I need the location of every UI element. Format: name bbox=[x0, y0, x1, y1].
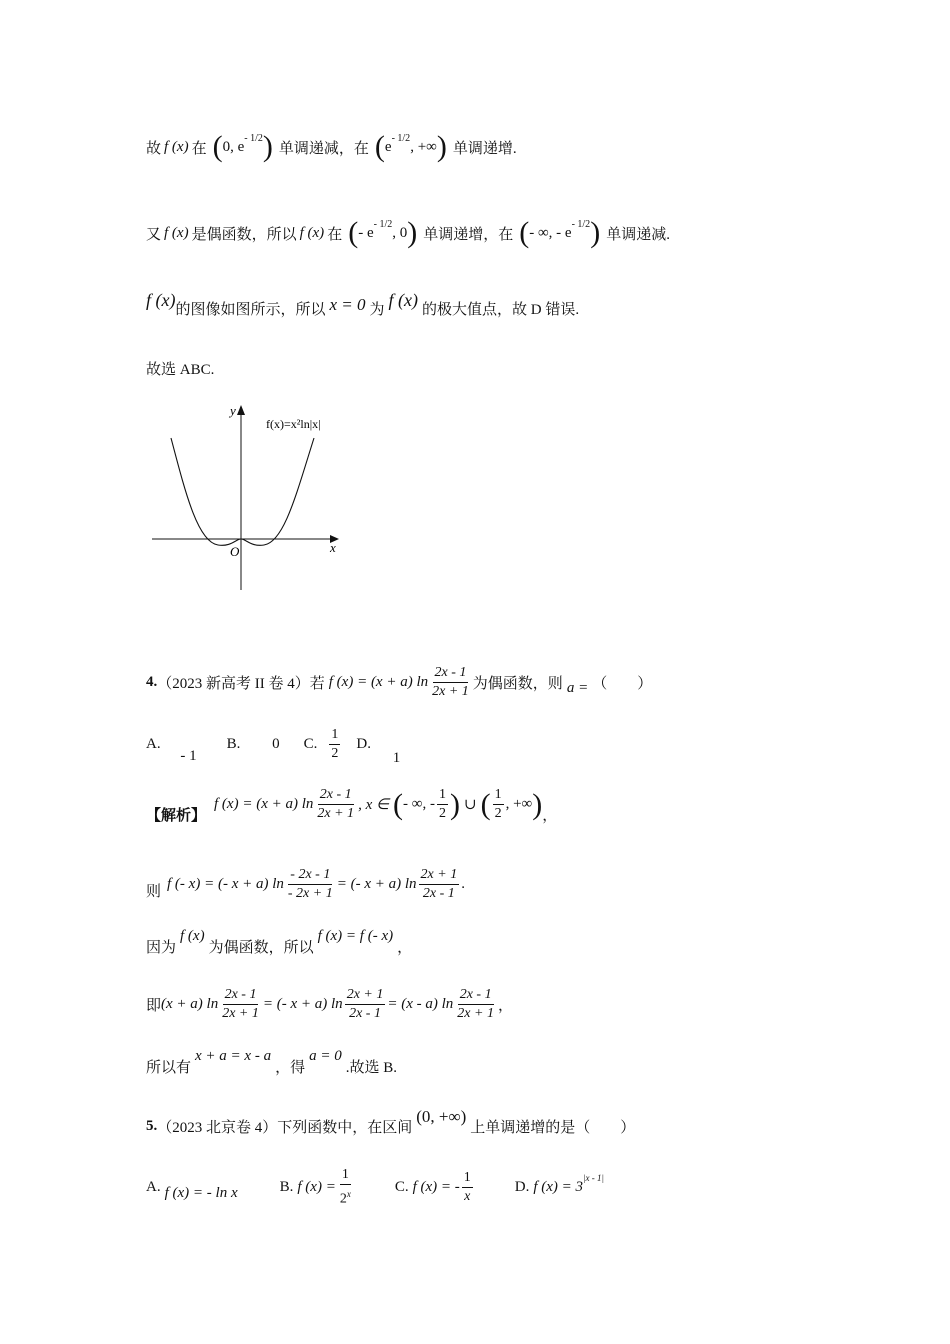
option-value: 0 bbox=[272, 736, 280, 752]
math: - ∞, - bbox=[403, 796, 435, 812]
para-graph-desc bbox=[146, 290, 580, 319]
option-d[interactable] bbox=[514, 1173, 604, 1196]
denominator: 2 bbox=[331, 746, 339, 761]
math: a = 0 bbox=[309, 1048, 342, 1064]
fraction bbox=[419, 866, 460, 903]
question-number: 5. bbox=[146, 1118, 158, 1134]
denominator: 2 bbox=[438, 806, 446, 821]
math: = (- x + a) ln bbox=[262, 996, 343, 1012]
text: 单调递减，在 bbox=[278, 140, 369, 157]
math-fx: f (x) bbox=[164, 224, 189, 241]
option-label: B. bbox=[279, 1178, 294, 1195]
fraction bbox=[329, 726, 340, 763]
origin-label: O bbox=[230, 544, 240, 559]
options-q5 bbox=[146, 1166, 604, 1209]
option-a[interactable] bbox=[146, 1178, 238, 1201]
numerator: 2x - 1 bbox=[458, 986, 494, 1005]
interval-2: - ∞, - e bbox=[529, 224, 572, 241]
text: 故 bbox=[146, 140, 162, 157]
text: 是偶函数，所以 bbox=[191, 226, 297, 243]
math-fx: f (x) bbox=[388, 290, 419, 310]
text: ， bbox=[542, 808, 558, 824]
text: 单调递增，在 bbox=[423, 226, 514, 243]
text: 又 bbox=[146, 226, 162, 243]
x-label: x bbox=[330, 540, 336, 555]
exponent: |x - 1| bbox=[583, 1173, 604, 1184]
function-graph bbox=[146, 400, 356, 595]
solution-tag: 【解析】 bbox=[146, 808, 207, 824]
text: 所以有 bbox=[146, 1060, 192, 1076]
exponent: x bbox=[346, 1189, 351, 1199]
option-label: D. bbox=[514, 1178, 530, 1195]
answer-blank: （ ） bbox=[592, 676, 653, 692]
math-interval: (0, +∞) bbox=[416, 1106, 467, 1126]
denominator: 2x + 1 bbox=[457, 1006, 494, 1021]
interval-2-end: , +∞ bbox=[410, 138, 437, 155]
exponent: - 1/2 bbox=[571, 218, 591, 230]
denominator: 2x + 1 bbox=[317, 806, 355, 821]
text: 的图像如图所示，所以 bbox=[175, 302, 326, 318]
option-value: 1 bbox=[392, 750, 401, 766]
denominator: 2x - 1 bbox=[349, 1006, 381, 1021]
option-b[interactable] bbox=[227, 736, 280, 753]
question-source: （2023 新高考 II 卷 4）若 bbox=[157, 676, 325, 692]
interval-1-end: , 0 bbox=[392, 224, 408, 241]
math-fx: f (x) bbox=[164, 138, 189, 155]
math: f (x) = f (- x) bbox=[317, 928, 394, 944]
math-fx: f (x) = (x + a) ln bbox=[328, 674, 429, 690]
text: 上单调递增的是（ ） bbox=[470, 1120, 636, 1136]
denominator: 2x + 1 bbox=[222, 1006, 259, 1021]
option-c[interactable] bbox=[304, 726, 343, 763]
math-fx: f (x) bbox=[299, 224, 325, 241]
para-answer bbox=[146, 358, 214, 379]
math: f (x) = bbox=[297, 1178, 336, 1195]
math: = (x - a) ln bbox=[387, 996, 454, 1012]
math: f (x) = - ln x bbox=[164, 1184, 238, 1201]
union-symbol: ∪ bbox=[463, 797, 477, 813]
denominator: x bbox=[464, 1188, 471, 1204]
y-label: y bbox=[230, 403, 236, 418]
option-value: - 1 bbox=[180, 748, 197, 764]
text: ，得 bbox=[275, 1060, 306, 1076]
fraction bbox=[430, 664, 471, 701]
text: 为偶函数，所以 bbox=[208, 940, 314, 956]
solution-line-3 bbox=[146, 926, 413, 956]
math: f (x) bbox=[180, 928, 205, 944]
numerator: 1 bbox=[437, 786, 448, 805]
question-4 bbox=[146, 664, 652, 701]
fraction bbox=[455, 986, 496, 1023]
fraction bbox=[220, 986, 261, 1023]
math: x + a = x - a bbox=[195, 1048, 272, 1064]
option-a[interactable] bbox=[146, 736, 197, 764]
fraction bbox=[345, 986, 386, 1023]
y-axis-arrow bbox=[237, 405, 245, 415]
interval-1: - e bbox=[358, 224, 374, 241]
math: , +∞ bbox=[505, 796, 533, 812]
fraction bbox=[338, 1166, 353, 1209]
option-c[interactable] bbox=[395, 1169, 475, 1206]
solution-line-1: 【解析】 f (x) = (x + a) ln $\frac{2x - 1}{2x + 1}$ , x ∈ ( - ∞, - $\frac{1}{2}$ ) ∪ ( $\frac{1}{2}$ , +∞ ) ， bbox=[146, 787, 558, 824]
numerator: 2x + 1 bbox=[345, 986, 386, 1005]
text: 因为 bbox=[146, 940, 177, 956]
option-label: B. bbox=[226, 736, 241, 752]
denominator: 2x + 1 bbox=[432, 684, 469, 699]
text: ， bbox=[397, 940, 413, 956]
exponent: - 1/2 bbox=[244, 132, 263, 144]
option-label: A. bbox=[146, 1178, 161, 1195]
fraction bbox=[437, 786, 448, 823]
numerator: 1 bbox=[340, 1166, 351, 1185]
curve bbox=[171, 438, 314, 545]
text: 为 bbox=[369, 302, 385, 318]
exponent: - 1/2 bbox=[373, 218, 393, 230]
base: 2 bbox=[339, 1191, 347, 1207]
fraction bbox=[315, 786, 356, 823]
math-fx: f (x) bbox=[146, 290, 176, 310]
option-b[interactable] bbox=[280, 1166, 355, 1209]
option-label: D. bbox=[356, 736, 371, 752]
math: , x ∈ bbox=[358, 797, 390, 813]
numerator: 2x + 1 bbox=[419, 866, 460, 885]
question-5 bbox=[146, 1106, 636, 1136]
fraction bbox=[462, 1169, 473, 1206]
text: 在 bbox=[327, 226, 343, 243]
solution-line-2 bbox=[146, 866, 465, 903]
numerator: 1 bbox=[462, 1169, 473, 1188]
denominator: 2 bbox=[494, 806, 502, 821]
numerator: 1 bbox=[329, 726, 340, 745]
fraction bbox=[493, 786, 504, 823]
exponent: - 1/2 bbox=[391, 132, 411, 144]
numerator: 1 bbox=[493, 786, 504, 805]
numerator: 2x - 1 bbox=[318, 786, 354, 805]
denominator: 2x - 1 bbox=[422, 886, 455, 901]
function-label: f(x)=x²ln|x| bbox=[266, 417, 321, 431]
text: 即 bbox=[146, 998, 162, 1014]
text: 单调递减. bbox=[606, 226, 670, 243]
interval-1: 0, e bbox=[222, 138, 245, 155]
text: .故选 B. bbox=[345, 1060, 397, 1076]
math-a: a = bbox=[566, 680, 589, 696]
option-label: A. bbox=[146, 736, 161, 752]
question-source: （2023 北京卷 4）下列函数中，在区间 bbox=[157, 1120, 413, 1136]
math: (x + a) ln bbox=[161, 996, 219, 1012]
math: = (- x + a) ln bbox=[336, 876, 417, 892]
option-label: C. bbox=[303, 736, 318, 752]
numerator: - 2x - 1 bbox=[288, 866, 332, 885]
math: f (x) = - bbox=[412, 1178, 460, 1195]
math: f (x) = (x + a) ln bbox=[214, 796, 314, 812]
options-q4 bbox=[146, 726, 401, 766]
option-label: C. bbox=[394, 1178, 409, 1195]
answer-text: 故选 ABC. bbox=[146, 362, 215, 378]
math-x0: x = 0 bbox=[329, 294, 366, 314]
text: 为偶函数，则 bbox=[472, 676, 563, 692]
numerator: 2x - 1 bbox=[223, 986, 259, 1005]
text: ， bbox=[497, 998, 513, 1014]
para-monotonic-2: 又 f (x) 是偶函数，所以 f (x) 在 ( - e - 1/2 , 0 ) 单调递增，在 ( - ∞, - e - 1/2 ) 单调递减. bbox=[146, 216, 670, 249]
math: f (x) = 3 bbox=[533, 1178, 584, 1195]
denominator: - 2x + 1 bbox=[287, 886, 333, 901]
solution-line-5 bbox=[146, 1046, 397, 1076]
interval-2: e bbox=[384, 138, 392, 155]
option-d[interactable] bbox=[356, 736, 401, 766]
text: 则 bbox=[146, 884, 162, 900]
text: 在 bbox=[191, 140, 207, 157]
fraction bbox=[286, 866, 335, 903]
math: f (- x) = (- x + a) ln bbox=[167, 876, 284, 892]
solution-line-4 bbox=[146, 986, 513, 1023]
denominator bbox=[338, 1185, 353, 1209]
question-number: 4. bbox=[146, 674, 158, 690]
text: . bbox=[461, 876, 465, 892]
numerator: 2x - 1 bbox=[433, 664, 469, 683]
text: 的极大值点，故 D 错误. bbox=[422, 302, 580, 318]
para-monotonic-1: 故 f (x) 在 ( 0, e - 1/2 ) 单调递减，在 ( e - 1/2 , +∞ ) 单调递增. bbox=[146, 130, 517, 163]
text: 单调递增. bbox=[452, 140, 517, 157]
